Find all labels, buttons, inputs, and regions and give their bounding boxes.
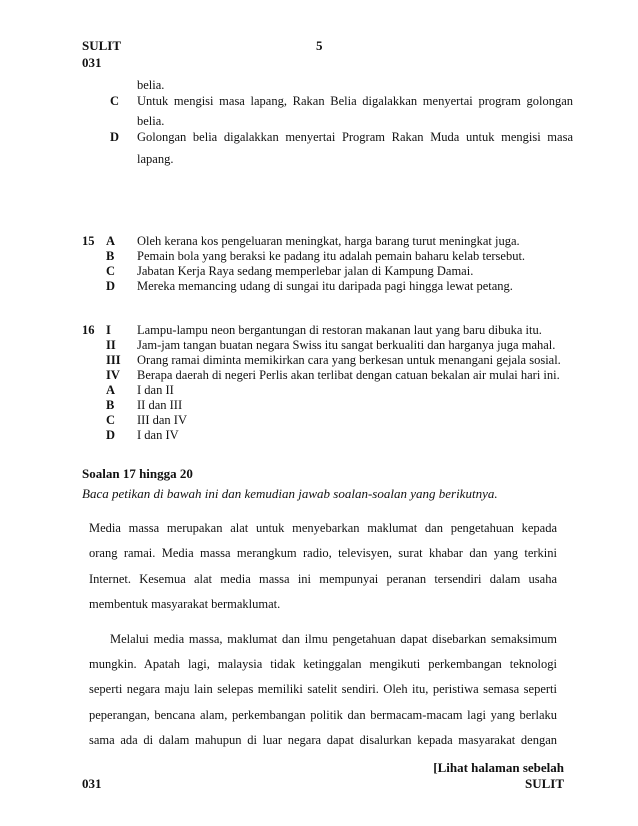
- header-code: 031: [82, 55, 102, 70]
- footer-code: 031: [82, 776, 102, 791]
- next-page-note: [Lihat halaman sebelah: [433, 760, 564, 775]
- q14-option-d-label: D: [110, 130, 120, 144]
- section-instruction: Baca petikan di bawah ini dan kemudian jawab soalan-soalan yang berikutnya.: [82, 486, 498, 501]
- header-sulit: SULIT: [82, 38, 122, 53]
- q16-option-a-text: I dan II: [137, 383, 174, 397]
- passage-line: Internet. Kesemua alat media massa ini mempunyai peranan tersendiri dalam usaha: [89, 572, 557, 586]
- section-title: Soalan 17 hingga 20: [82, 466, 193, 481]
- q14-option-c-label: C: [110, 94, 120, 108]
- passage-line: Melalui media massa, maklumat dan ilmu pengetahuan dapat disebarkan semaksimum: [110, 632, 557, 646]
- q16-statement-ii-label: II: [106, 338, 116, 352]
- passage-line: Media massa merupakan alat untuk menyebarkan maklumat dan pengetahuan kepada: [89, 521, 557, 535]
- q15-option-d-text: Mereka memancing udang di sungai itu daripada pagi hingga lewat petang.: [137, 279, 513, 293]
- q15-option-d-label: D: [106, 279, 116, 293]
- q16-number: 16: [82, 323, 95, 337]
- q16-option-d-text: I dan IV: [137, 428, 179, 442]
- q14-option-d-text-2: lapang.: [137, 152, 174, 166]
- footer-sulit: SULIT: [524, 776, 564, 791]
- q16-option-b-text: II dan III: [137, 398, 183, 412]
- passage-line: seperti negara maju lain selepas memiliki satelit sendiri. Oleh itu, peristiwa semasa seperti: [89, 682, 557, 696]
- passage-line: mungkin. Apatah lagi, malaysia tidak ketinggalan mengikuti perkembangan teknologi: [89, 657, 557, 671]
- q15-option-c-text: Jabatan Kerja Raya sedang memperlebar jalan di Kampung Damai.: [137, 264, 474, 278]
- q16-statement-i-label: I: [106, 323, 111, 337]
- q15-option-b-text: Pemain bola yang beraksi ke padang itu adalah pemain baharu kelab tersebut.: [137, 249, 526, 263]
- q16-statement-iii-label: III: [106, 353, 121, 367]
- q14-option-d-text: Golongan belia digalakkan menyertai Program Rakan Muda untuk mengisi masa: [137, 130, 573, 144]
- q16-option-a-label: A: [106, 383, 116, 397]
- page-number: 5: [316, 38, 323, 53]
- q15-option-b-label: B: [106, 249, 115, 263]
- q16-statement-i-text: Lampu-lampu neon bergantungan di restoran makanan laut yang baru dibuka itu.: [137, 323, 542, 337]
- q15-option-a-text: Oleh kerana kos pengeluaran meningkat, harga barang turut meningkat juga.: [137, 234, 520, 248]
- q16-option-c-text: III dan IV: [137, 413, 187, 427]
- q16-statement-ii-text: Jam-jam tangan buatan negara Swiss itu sangat berkualiti dan harganya juga mahal.: [137, 338, 556, 352]
- q16-statement-iv-label: IV: [106, 368, 120, 382]
- q14-option-c-text: Untuk mengisi masa lapang, Rakan Belia digalakkan menyertai program golongan: [137, 94, 573, 108]
- q14-option-c-text-2: belia.: [137, 114, 165, 128]
- q16-statement-iii-text: Orang ramai diminta memikirkan cara yang berkesan untuk menangani gejala sosial.: [137, 353, 561, 367]
- passage-line: sama ada di dalam mahupun di luar negara dapat disalurkan kepada masyarakat dengan: [89, 733, 557, 747]
- passage-line: orang ramai. Media massa merangkum radio, televisyen, surat khabar dan yang terkini: [89, 546, 557, 560]
- q16-statement-iv-text: Berapa daerah di negeri Perlis akan terlibat dengan catuan bekalan air mulai hari ini.: [137, 368, 560, 382]
- q14-b-tail: belia.: [137, 78, 165, 92]
- q15-option-c-label: C: [106, 264, 116, 278]
- passage-line: peperangan, bencana alam, perkembangan politik dan bermacam-macam lagi yang berlaku: [89, 708, 557, 722]
- q16-option-d-label: D: [106, 428, 116, 442]
- q16-option-b-label: B: [106, 398, 115, 412]
- passage-line: membentuk masyarakat bermaklumat.: [89, 597, 281, 611]
- q15-number: 15: [82, 234, 95, 248]
- q16-option-c-label: C: [106, 413, 116, 427]
- q15-option-a-label: A: [106, 234, 116, 248]
